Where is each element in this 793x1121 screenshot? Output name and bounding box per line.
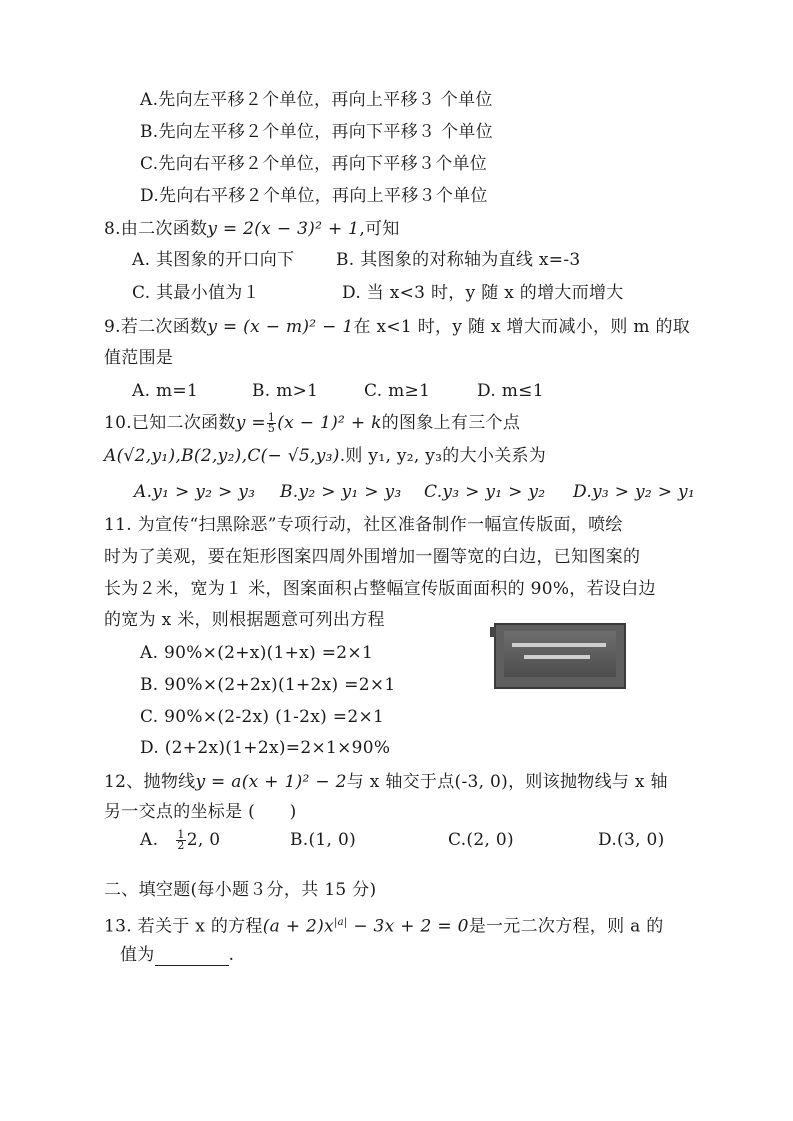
- q9-suffix: 在 x<1 时，y 随 x 增大而减小，则 m 的取: [353, 317, 691, 337]
- q12-option-a-fraction: [176, 830, 185, 851]
- poster-board-image: [494, 623, 626, 689]
- q10-option-a: A.y₁ > y₂ > y₃: [134, 482, 256, 502]
- q9-option-c: C. m≥1: [364, 381, 431, 401]
- poster-text-line-1: [512, 643, 606, 647]
- q12-frac-den: 2: [177, 839, 185, 852]
- q10-formula-tail: (x − 1)² + k: [277, 413, 382, 433]
- q8-option-d: D. 当 x<3 时，y 随 x 的增大而增大: [342, 283, 624, 303]
- q10-fraction: [267, 413, 276, 434]
- q12-option-a-tail: 2, 0: [186, 830, 221, 850]
- q10-frac-num: 1: [267, 411, 276, 424]
- q12-suffix: 与 x 轴交于点(-3, 0)，则该抛物线与 x 轴: [346, 772, 668, 792]
- q11-option-c: C. 90%×(2-2x) (1-2x) =2×1: [140, 707, 385, 727]
- q10-formula-head: y =: [235, 413, 266, 433]
- q11-line-1: 11. 为宣传“扫黑除恶”专项行动，社区准备制作一幅宣传版面，喷绘: [104, 515, 623, 535]
- q12-formula: y = a(x + 1)² − 2: [195, 772, 347, 792]
- poster-board-inner: [504, 631, 616, 677]
- q10-prefix: 10.已知二次函数: [104, 413, 236, 433]
- q8-prefix: 8.由二次函数: [104, 219, 208, 239]
- q9-stem-line2: 值范围是: [104, 348, 174, 368]
- q8-option-c: C. 其最小值为１: [132, 283, 260, 303]
- q9-option-b: B. m>1: [252, 381, 319, 401]
- q12-stem: [104, 771, 668, 793]
- q9-stem: [104, 316, 690, 338]
- q13-suffix: 是一元二次方程，则 a 的: [468, 916, 664, 937]
- q10-points-suffix: .则 y₁, y₂, y₃的大小关系为: [339, 446, 547, 466]
- q13-line2-text: 值为: [120, 945, 155, 965]
- q12-option-d: D.(3, 0): [598, 830, 665, 850]
- q9-option-a: A. m=1: [132, 381, 199, 401]
- q9-option-d: D. m≤1: [477, 381, 544, 401]
- q12-option-b: B.(1, 0): [290, 830, 357, 850]
- q12-option-c: C.(2, 0): [448, 830, 514, 850]
- q11-option-a: A. 90%×(2+x)(1+x) =2×1: [140, 643, 374, 663]
- q11-line-3: 长为２米，宽为１ 米，图案面积占整幅宣传版面面积的 90%，若设白边: [104, 579, 656, 599]
- q12-option-a-label: A.: [140, 830, 159, 850]
- q10-stem: [104, 412, 520, 434]
- q13-formula-tail: − 3x + 2 = 0: [347, 916, 469, 937]
- q7-option-d: D.先向右平移２个单位，再向上平移３个单位: [140, 186, 488, 206]
- q10-frac-den: 5: [267, 422, 276, 435]
- q8-formula: y = 2(x − 3)² + 1: [207, 219, 360, 239]
- section-2-heading: 二、填空题(每小题３分，共 15 分): [104, 880, 377, 900]
- q10-points: A(√2,y₁),B(2,y₂),C(− √5,y₃): [104, 446, 340, 466]
- q7-option-b: B.先向左平移２个单位，再向下平移３ 个单位: [140, 122, 493, 142]
- q11-line-4: 的宽为 x 米，则根据题意可列出方程: [104, 610, 385, 630]
- q8-option-a: A. 其图象的开口向下: [132, 250, 295, 270]
- answer-blank[interactable]: [155, 949, 229, 966]
- q13-stem-line2: [120, 944, 234, 966]
- q10-option-d: D.y₃ > y₂ > y₁: [573, 482, 695, 502]
- q11-line-2: 时为了美观，要在矩形图案四周外围增加一圈等宽的白边，已知图案的: [104, 547, 641, 567]
- q7-option-c: C.先向右平移２个单位，再向下平移３个单位: [140, 154, 488, 174]
- q8-stem: [104, 218, 400, 240]
- q12-stem-line2: 另一交点的坐标是 ( ): [104, 802, 297, 822]
- q11-option-b: B. 90%×(2+2x)(1+2x) =2×1: [140, 675, 396, 695]
- q13-formula: (a + 2)x: [262, 916, 334, 937]
- q12-option-a: [140, 829, 220, 851]
- q13-exponent: |a|: [334, 917, 348, 928]
- q8-suffix: ,可知: [359, 219, 400, 239]
- q13-prefix: 13. 若关于 x 的方程: [104, 916, 263, 937]
- q10-points-line: [104, 445, 546, 467]
- poster-text-line-2: [524, 655, 590, 659]
- q10-suffix: 的图象上有三个点: [381, 413, 521, 433]
- q12-frac-num: 1: [177, 828, 185, 841]
- q9-prefix: 9.若二次函数: [104, 317, 208, 337]
- q9-formula: y = (x − m)² − 1: [207, 317, 354, 337]
- q8-option-b: B. 其图象的对称轴为直线 x=-3: [336, 250, 581, 270]
- q10-option-b: B.y₂ > y₁ > y₃: [280, 482, 402, 502]
- q10-option-c: C.y₃ > y₁ > y₂: [424, 482, 546, 502]
- q13-line2-end: .: [228, 945, 235, 965]
- q13-stem: [104, 912, 664, 938]
- q12-prefix: 12、抛物线: [104, 772, 196, 792]
- q7-option-a: A.先向左平移２个单位，再向上平移３ 个单位: [140, 90, 493, 110]
- q11-option-d: D. (2+2x)(1+2x)=2×1×90%: [140, 738, 391, 758]
- poster-pin: [490, 627, 496, 637]
